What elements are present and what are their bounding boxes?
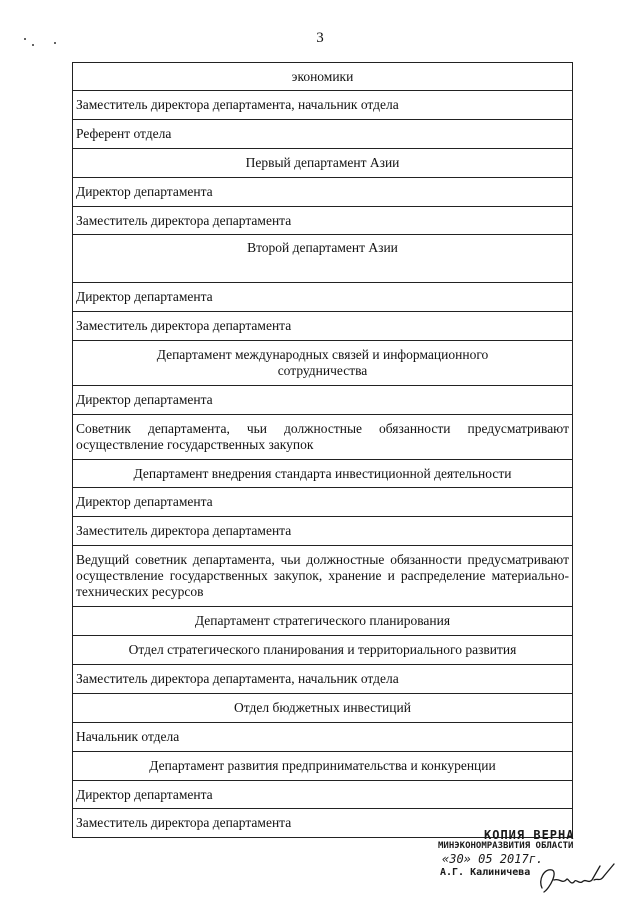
table-row (73, 312, 573, 341)
stamp-organization: МИНЭКОНОМРАЗВИТИЯ ОБЛАСТИ (438, 841, 574, 851)
table-row (73, 207, 573, 235)
position-cell: Заместитель директора департамента (73, 809, 573, 838)
table-row (73, 235, 573, 283)
stamp-name: А.Г. Калиничева (440, 867, 531, 878)
table-row (73, 665, 573, 694)
table-row (73, 694, 573, 723)
table-row (73, 488, 573, 517)
certification-stamp (438, 828, 638, 898)
department-heading: Отдел стратегического планирования и территориального развития (73, 636, 573, 665)
position-cell: Начальник отдела (73, 723, 573, 752)
position-cell: Ведущий советник департамента, чьи должностные обязанности предусматривают осуществление государственных закупок, хранение и распределение материально-технических ресурсов (73, 546, 573, 607)
stamp-title: КОПИЯ ВЕРНА (484, 828, 575, 842)
department-heading: Отдел бюджетных инвестиций (73, 694, 573, 723)
department-heading: Департамент международных связей и информационного сотрудничества (73, 341, 573, 386)
position-cell: Заместитель директора департамента (73, 517, 573, 546)
position-cell: Заместитель директора департамента (73, 312, 573, 341)
position-cell: Директор департамента (73, 488, 573, 517)
table-row (73, 546, 573, 607)
table-row (73, 517, 573, 546)
table-row (73, 149, 573, 178)
positions-table (72, 62, 573, 838)
stamp-date: «30» 05 2017г. (442, 852, 544, 866)
position-cell: Директор департамента (73, 781, 573, 809)
department-heading: Департамент стратегического планирования (73, 607, 573, 636)
position-cell: Референт отдела (73, 120, 573, 149)
page-number: 3 (316, 30, 324, 46)
position-cell: Директор департамента (73, 178, 573, 207)
position-cell: Советник департамента, чьи должностные обязанности предусматривают осуществление государственных закупок (73, 415, 573, 460)
table-row (73, 63, 573, 91)
table-row (73, 723, 573, 752)
table-row (73, 460, 573, 488)
handwritten-signature (534, 858, 620, 898)
position-cell: Заместитель директора департамента, начальник отдела (73, 665, 573, 694)
department-heading: экономики (73, 63, 573, 91)
position-cell: Директор департамента (73, 386, 573, 415)
table-row (73, 91, 573, 120)
department-heading: Департамент внедрения стандарта инвестиционной деятельности (73, 460, 573, 488)
position-cell: Директор департамента (73, 283, 573, 312)
table-row (73, 120, 573, 149)
department-heading: Департамент развития предпринимательства и конкуренции (73, 752, 573, 781)
table-row (73, 607, 573, 636)
table-row (73, 415, 573, 460)
table-row (73, 386, 573, 415)
table-row (73, 781, 573, 809)
department-heading: Первый департамент Азии (73, 149, 573, 178)
department-heading: Второй департамент Азии (73, 235, 573, 283)
table-row (73, 283, 573, 312)
position-cell: Заместитель директора департамента (73, 207, 573, 235)
table-row (73, 752, 573, 781)
table-row (73, 341, 573, 386)
table-row (73, 636, 573, 665)
table-row (73, 178, 573, 207)
position-cell: Заместитель директора департамента, начальник отдела (73, 91, 573, 120)
